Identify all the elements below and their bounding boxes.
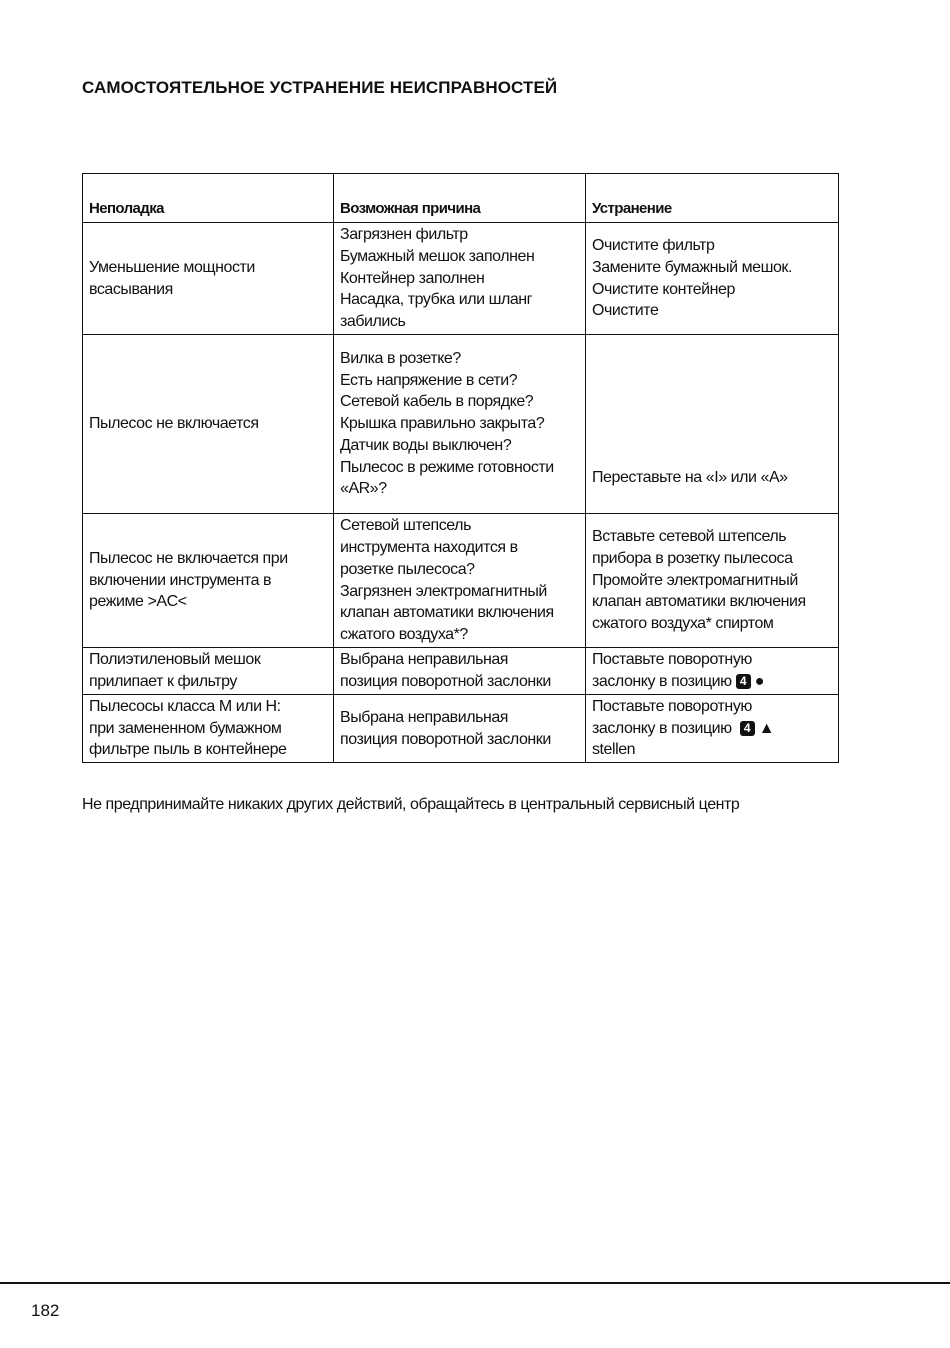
- cell-line: Полиэтиленовый мешок: [89, 651, 261, 669]
- cell-line: сжатого воздуха* спиртом: [592, 615, 774, 633]
- remedy-cell: [586, 223, 839, 335]
- cell-line: Пылесосы класса M или H:: [89, 697, 281, 715]
- cell-line: Выбрана неправильная: [340, 651, 509, 669]
- cell-line: клапан автоматики включения: [592, 593, 806, 611]
- triangle-symbol-icon: ▲: [758, 719, 775, 737]
- table-row: [83, 514, 839, 648]
- remedy-cell: [586, 695, 839, 763]
- cell-line: Вставьте сетевой штепсель: [592, 528, 787, 545]
- cause-cell: [334, 514, 586, 648]
- cell-line: позиция поворотной заслонки: [340, 673, 551, 690]
- cell-line: при замененном бумажном: [89, 719, 282, 737]
- cell-line: всасывания: [89, 280, 173, 298]
- remedy-cell: [586, 514, 839, 648]
- cell-line: Датчик воды выключен?: [340, 436, 512, 454]
- cell-line: прилипает к фильтру: [89, 673, 237, 690]
- cell-line: забились: [340, 313, 406, 331]
- cell-line: позиция поворотной заслонки: [340, 730, 551, 748]
- table-row: [83, 223, 839, 335]
- remedy-cell: [586, 335, 839, 514]
- cell-line: включении инструмента в: [89, 571, 272, 589]
- header-cause: Возможная причина: [334, 174, 586, 223]
- cause-cell: [334, 695, 586, 763]
- position-4-badge-icon: 4: [736, 674, 751, 689]
- header-remedy: Устранение: [586, 174, 839, 223]
- cell-line: Пылесос не включается: [89, 415, 259, 433]
- cell-line: Промойте электромагнитный: [592, 571, 798, 589]
- troubleshooting-table: [82, 173, 839, 763]
- footer-rule: [0, 1282, 950, 1284]
- cell-line: Очистите контейнер: [592, 280, 735, 298]
- remedy-text: заслонку в позицию: [592, 673, 732, 690]
- cell-line: Очистите: [592, 302, 659, 320]
- cell-line: Бумажный мешок заполнен: [340, 247, 535, 265]
- remedy-line: Поставьте поворотную: [592, 651, 752, 669]
- cell-line: Контейнер заполнен: [340, 269, 485, 287]
- problem-cell: [83, 335, 334, 514]
- cell-line: Загрязнен фильтр: [340, 226, 468, 243]
- remedy-line: stellen: [592, 741, 636, 759]
- problem-cell: [83, 648, 334, 695]
- problem-cell: [83, 514, 334, 648]
- cell-line: Выбрана неправильная: [340, 708, 509, 726]
- cell-line: прибора в розетку пылесоса: [592, 549, 793, 567]
- cell-line: Сетевой кабель в порядке?: [340, 393, 534, 411]
- remedy-line: Поставьте поворотную: [592, 697, 752, 715]
- table-row: [83, 335, 839, 514]
- cell-line: розетке пылесоса?: [340, 560, 475, 578]
- remedy-text: заслонку в позицию: [592, 719, 732, 737]
- cell-line: клапан автоматики включения: [340, 604, 554, 622]
- cell-line: Крышка правильно закрыта?: [340, 415, 545, 433]
- table-header-row: [83, 174, 839, 223]
- cell-line: инструмента находится в: [340, 538, 518, 556]
- remedy-line-with-symbol: [592, 718, 832, 740]
- dot-symbol-icon: ●: [754, 673, 764, 690]
- table-row: [83, 695, 839, 763]
- header-problem: Неполадка: [83, 174, 334, 223]
- problem-cell: [83, 695, 334, 763]
- cell-line: Есть напряжение в сети?: [340, 371, 518, 389]
- cell-line: режиме >AC<: [89, 593, 187, 611]
- cell-line: Пылесос не включается при: [89, 549, 288, 567]
- page-title: САМОСТОЯТЕЛЬНОЕ УСТРАНЕНИЕ НЕИСПРАВНОСТЕЙ: [82, 78, 558, 97]
- problem-cell: [83, 223, 334, 335]
- remedy-cell: [586, 648, 839, 695]
- cell-line: Переставьте на «I» или «A»: [592, 469, 788, 487]
- page-number: 182: [31, 1301, 60, 1320]
- cause-cell: [334, 223, 586, 335]
- cell-line: Замените бумажный мешок.: [592, 258, 792, 276]
- cell-line: Пылесос в режиме готовности: [340, 458, 554, 476]
- service-note: Не предпринимайте никаких других действий, обращайтесь в центральный сервисный центр: [82, 796, 740, 813]
- cell-line: фильтре пыль в контейнере: [89, 741, 287, 759]
- cell-line: Насадка, трубка или шланг: [340, 291, 533, 309]
- cause-cell: [334, 335, 586, 514]
- remedy-line-with-symbol: [592, 671, 832, 693]
- cell-line: Вилка в розетке?: [340, 349, 461, 367]
- cell-line: Очистите фильтр: [592, 236, 715, 254]
- cell-line: Уменьшение мощности: [89, 258, 255, 276]
- cell-line: Сетевой штепсель: [340, 517, 471, 535]
- cell-line: «AR»?: [340, 480, 387, 498]
- cell-line: сжатого воздуха*?: [340, 626, 468, 644]
- cell-line: Загрязнен электромагнитный: [340, 582, 547, 600]
- cause-cell: [334, 648, 586, 695]
- table-row: [83, 648, 839, 695]
- position-4-badge-icon: 4: [740, 721, 755, 736]
